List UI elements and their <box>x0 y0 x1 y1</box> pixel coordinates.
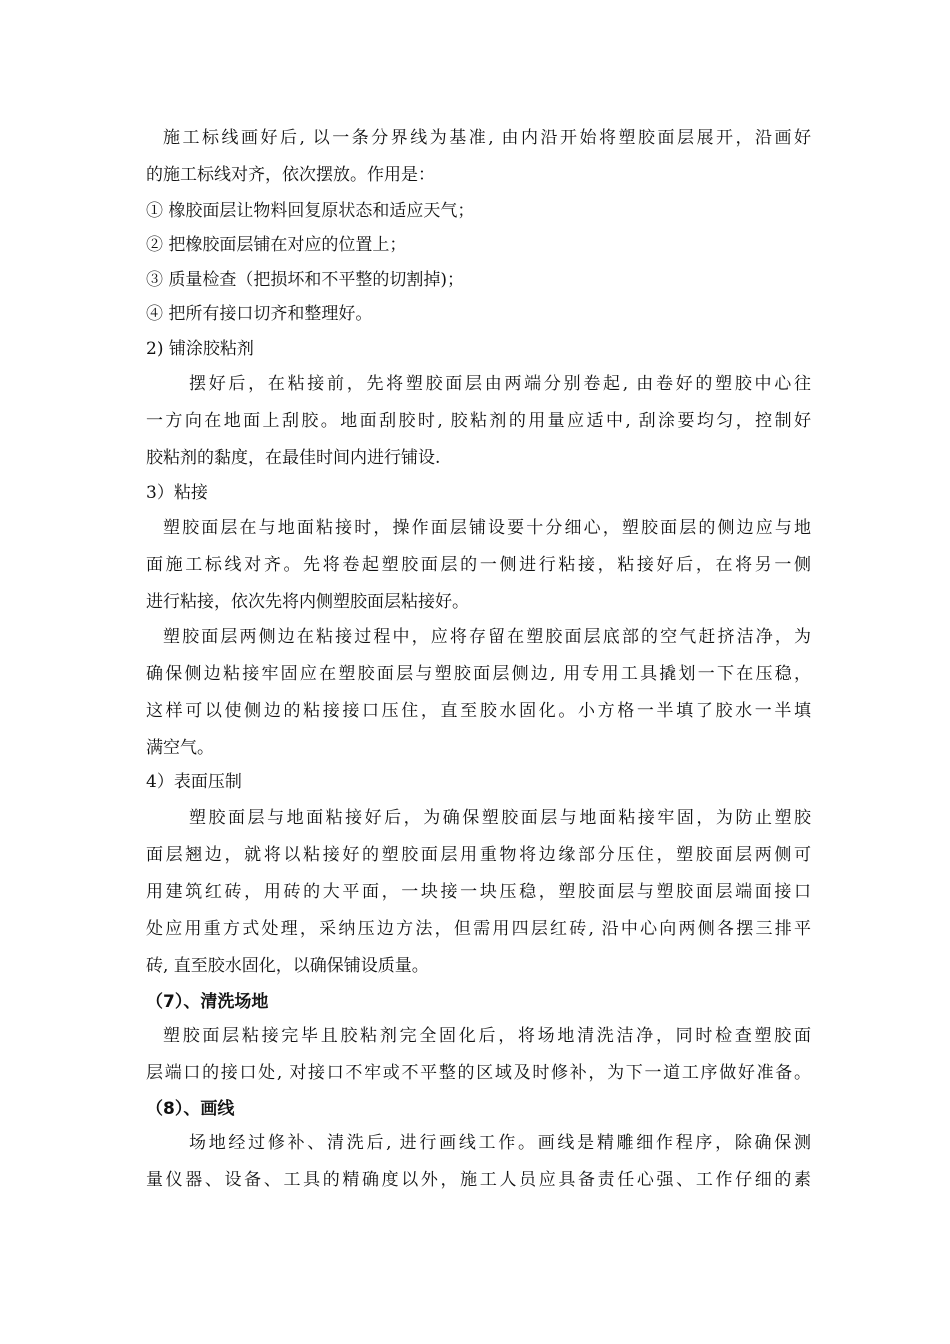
section-heading: 4）表面压制 <box>146 772 242 792</box>
paragraph-line: 塑胶面层两侧边在粘接过程中，应将存留在塑胶面层底部的空气赶挤洁净，为 <box>163 627 811 647</box>
paragraph-line: 进行粘接，依次先将内侧塑胶面层粘接好。 <box>146 592 469 612</box>
paragraph-line: 确保侧边粘接牢固应在塑胶面层与塑胶面层侧边, 用专用工具撬划一下在压稳， <box>146 664 811 684</box>
paragraph-line: 满空气。 <box>146 738 214 758</box>
list-item: ② 把橡胶面层铺在对应的位置上； <box>146 235 407 255</box>
section-heading: 3）粘接 <box>146 483 208 503</box>
section-heading: 2) 铺涂胶粘剂 <box>146 339 254 359</box>
paragraph-line: 塑胶面层在与地面粘接时，操作面层铺设要十分细心，塑胶面层的侧边应与地 <box>163 518 811 538</box>
paragraph-line: 处应用重方式处理，采纳压边方法，但需用四层红砖, 沿中心向两侧各摆三排平 <box>146 919 811 939</box>
list-item: ① 橡胶面层让物料回复原状态和适应天气； <box>146 201 475 221</box>
paragraph-line: 这样可以使侧边的粘接接口压住，直至胶水固化。小方格一半填了胶水一半填 <box>146 701 811 721</box>
paragraph-line: 一方向在地面上刮胶。地面刮胶时, 胶粘剂的用量应适中, 刮涂要均匀，控制好 <box>146 411 811 431</box>
paragraph-line: 胶粘剂的黏度，在最佳时间内进行铺设. <box>146 448 441 468</box>
paragraph-line: 层端口的接口处, 对接口不牢或不平整的区域及时修补，为下一道工序做好准备。 <box>146 1063 811 1083</box>
paragraph-line: 砖, 直至胶水固化，以确保铺设质量。 <box>146 956 429 976</box>
section-heading: （7）、清洗场地 <box>146 992 269 1012</box>
paragraph-line: 面层翘边，就将以粘接好的塑胶面层用重物将边缘部分压住，塑胶面层两侧可 <box>146 845 811 865</box>
section-heading: （8）、画线 <box>146 1099 235 1119</box>
paragraph-line: 施工标线画好后, 以一条分界线为基准, 由内沿开始将塑胶面层展开，沿画好 <box>163 128 811 148</box>
paragraph-line: 量仪器、设备、工具的精确度以外，施工人员应具备责任心强、工作仔细的素 <box>146 1170 811 1190</box>
list-item: ④ 把所有接口切齐和整理好。 <box>146 304 373 324</box>
paragraph-line: 面施工标线对齐。先将卷起塑胶面层的一侧进行粘接，粘接好后，在将另一侧 <box>146 555 811 575</box>
paragraph-line: 塑胶面层与地面粘接好后，为确保塑胶面层与地面粘接牢固，为防止塑胶 <box>189 808 811 828</box>
paragraph-line: 的施工标线对齐，依次摆放。作用是： <box>146 165 435 185</box>
paragraph-line: 摆好后，在粘接前，先将塑胶面层由两端分别卷起, 由卷好的塑胶中心往 <box>189 374 811 394</box>
list-item: ③ 质量检查（把损坏和不平整的切割掉)； <box>146 270 465 290</box>
paragraph-line: 塑胶面层粘接完毕且胶粘剂完全固化后，将场地清洗洁净，同时检查塑胶面 <box>163 1026 811 1046</box>
paragraph-line: 用建筑红砖，用砖的大平面，一块接一块压稳，塑胶面层与塑胶面层端面接口 <box>146 882 811 902</box>
paragraph-line: 场地经过修补、清洗后, 进行画线工作。画线是精雕细作程序，除确保测 <box>189 1133 811 1153</box>
